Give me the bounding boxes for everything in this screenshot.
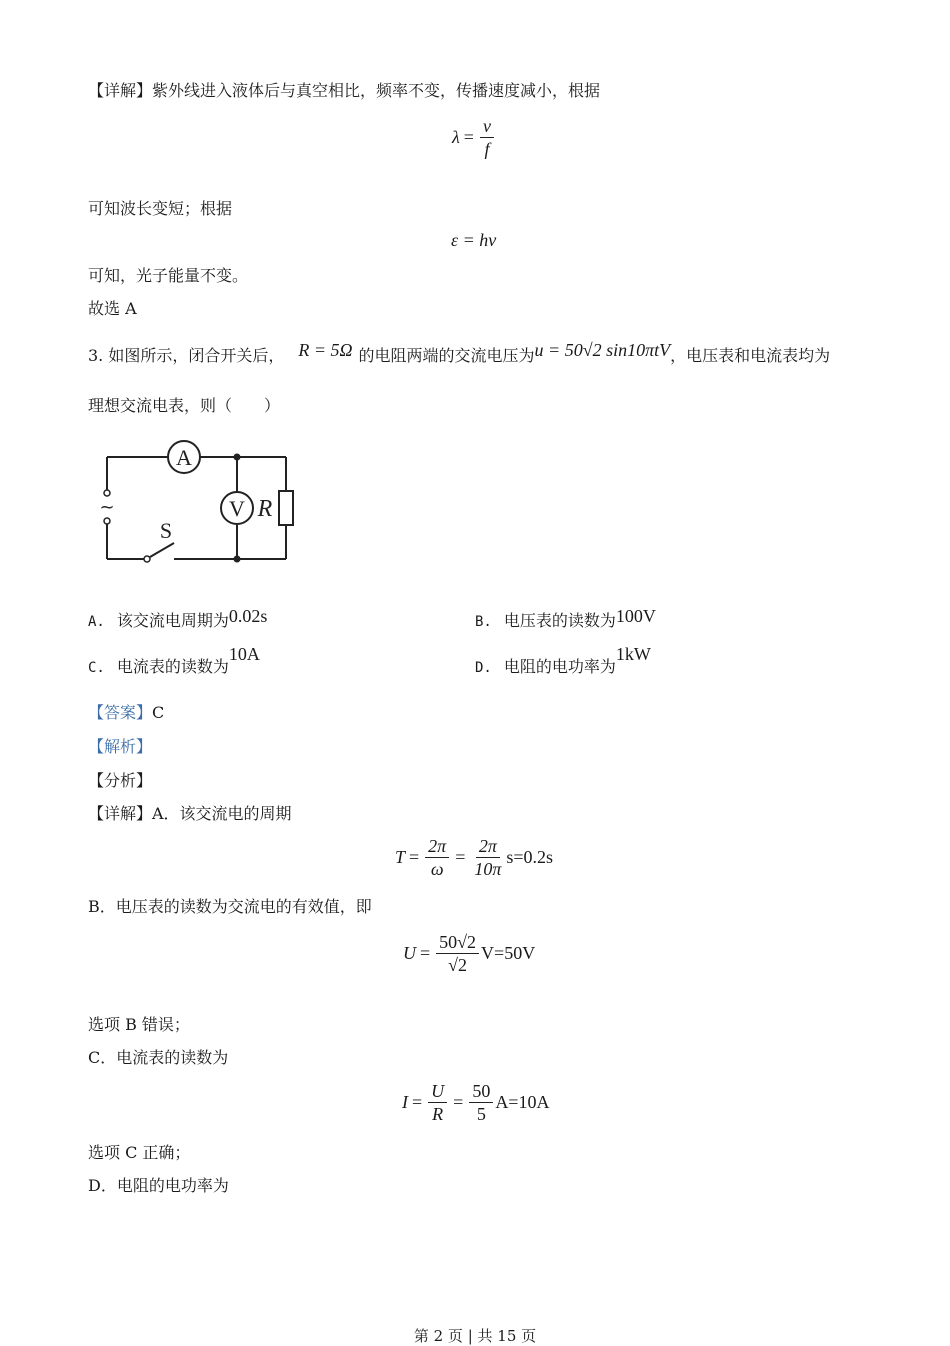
detail-b: B．电压表的读数为交流电的有效值，即 <box>88 897 372 916</box>
detail-d: D．电阻的电功率为 <box>88 1176 229 1195</box>
ac-source-symbol: ~ <box>99 497 115 518</box>
option-c-text: 电流表的读数为 <box>116 657 229 676</box>
question-3-line1 <box>88 340 831 366</box>
eqI-n2: 50 <box>469 1081 493 1103</box>
equation-energy: ε = hν <box>451 230 497 250</box>
option-b <box>475 606 656 631</box>
page-footer: 第 2 页 | 共 15 页 <box>413 1327 537 1345</box>
eqT-d2: 10π <box>474 859 502 879</box>
line-wavelength: 可知波长变短；根据 <box>88 199 233 218</box>
detail-c: C．电流表的读数为 <box>88 1048 229 1067</box>
resistor-body <box>279 491 293 525</box>
source-terminal-bottom <box>104 518 110 524</box>
eqI-result: A=10A <box>495 1092 550 1112</box>
ammeter-label: A <box>176 445 192 470</box>
circuit-diagram <box>90 430 310 575</box>
eqU-den: √2 <box>448 955 468 975</box>
detail-intro: 【详解】紫外线进入液体后与真空相比，频率不变，传播速度减小，根据 <box>88 81 601 100</box>
answer-value: C <box>152 703 165 722</box>
eqU-lhs: U <box>403 943 416 963</box>
equation-voltage: U = $\frac{50√2}{√2}$ V=50V <box>403 932 536 975</box>
option-d-value: 1kW <box>615 644 651 664</box>
voltmeter-label: V <box>229 496 245 521</box>
q3-suffix: ，电压表和电流表均为 <box>670 346 831 365</box>
q3-prefix: 3. 如图所示，闭合开关后， <box>88 346 285 365</box>
option-c-key: C. <box>88 660 105 676</box>
eqT-result: s=0.2s <box>506 847 554 867</box>
q3-voltage: u = 50√2 sin10πtV <box>534 340 671 360</box>
source-terminal-top <box>104 490 110 496</box>
answer-line <box>88 703 164 723</box>
resistor-label: R <box>257 496 273 522</box>
eq1-den: f <box>484 139 490 159</box>
option-c-value: 10A <box>228 644 260 664</box>
option-b-key: B. <box>475 614 492 630</box>
question-3-line2: 理想交流电表，则（ ） <box>88 396 281 415</box>
eqT-n1: 2π <box>425 836 449 858</box>
option-d-text: 电阻的电功率为 <box>503 657 616 676</box>
c-right: 选项 C 正确； <box>88 1143 191 1162</box>
option-a-text: 该交流电周期为 <box>116 611 229 630</box>
option-a-key: A. <box>88 614 105 630</box>
eq1-num: v <box>480 116 494 138</box>
equation-wavelength: λ = $\frac{v}{f}$ <box>452 116 496 159</box>
eqI-d1: R <box>432 1104 444 1124</box>
eqI-d2: 5 <box>476 1104 486 1124</box>
eqI-lhs: I <box>402 1092 408 1112</box>
line-energy: 可知，光子能量不变。 <box>88 266 249 285</box>
eqT-n2: 2π <box>476 836 500 858</box>
switch-label: S <box>159 518 173 543</box>
option-a <box>88 606 268 631</box>
eqT-lhs: T <box>395 847 406 867</box>
option-b-text: 电压表的读数为 <box>503 611 616 630</box>
switch-terminal <box>144 556 150 562</box>
equation-current: I = $\frac{U}{R}$ = $\frac{50}{5}$ A=10A <box>402 1081 550 1124</box>
choose-a: 故选 A <box>88 299 137 318</box>
eqI-n1: U <box>428 1081 447 1103</box>
switch-blade <box>150 543 174 557</box>
option-b-value: 100V <box>615 606 656 626</box>
b-wrong: 选项 B 错误； <box>88 1015 190 1034</box>
detail-a: 【详解】A．该交流电的周期 <box>88 804 292 823</box>
fenxi-label: 【分析】 <box>88 771 153 790</box>
option-c <box>88 644 260 677</box>
equation-period: T = $\frac{2\pi}{\omega}$ = $\frac{2\pi}{10\pi}$ s=0.2s <box>395 836 554 879</box>
eqU-result: V=50V <box>481 943 536 963</box>
junction-bottom <box>234 556 241 563</box>
q3-resistance: R = 5Ω <box>298 340 353 360</box>
answer-label: 【答案】 <box>88 703 153 722</box>
junction-top <box>234 454 241 461</box>
option-d <box>475 644 651 677</box>
eqU-num: 50√2 <box>436 932 479 954</box>
option-a-value: 0.02s <box>228 606 268 626</box>
analysis-label: 【解析】 <box>88 737 153 756</box>
eqT-d1: ω <box>430 859 444 879</box>
q3-middle: 的电阻两端的交流电压为 <box>358 346 535 365</box>
eq1-lhs: λ <box>452 127 460 147</box>
option-d-key: D. <box>475 660 492 676</box>
